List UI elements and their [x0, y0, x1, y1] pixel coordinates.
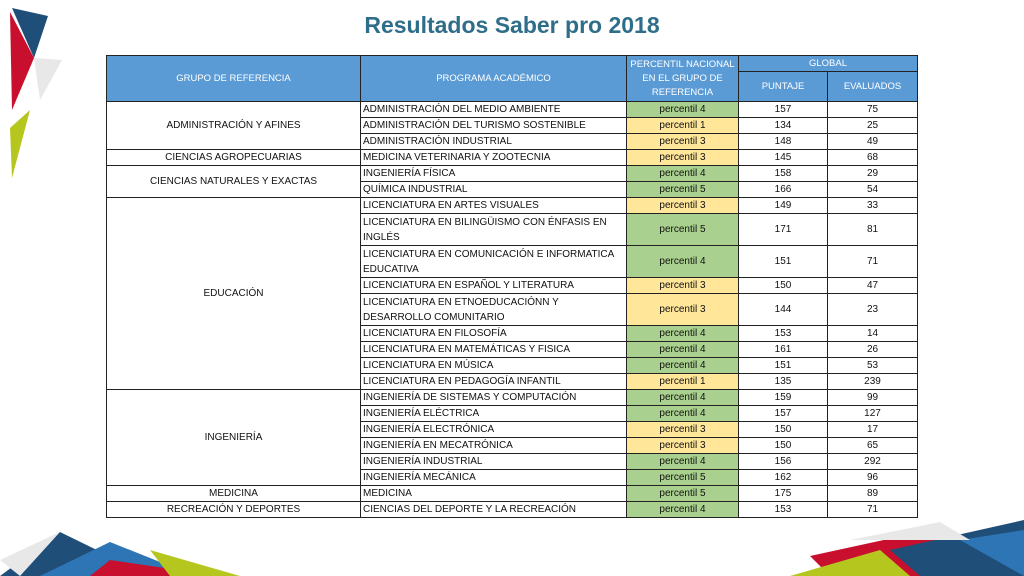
puntaje-cell: 151	[739, 246, 828, 278]
table-row	[107, 198, 918, 214]
evaluados-cell: 81	[828, 214, 918, 246]
header-programa: PROGRAMA ACADÉMICO	[361, 56, 627, 102]
percentil-cell: percentil 1	[627, 374, 739, 390]
percentil-cell: percentil 4	[627, 326, 739, 342]
evaluados-cell: 71	[828, 246, 918, 278]
corner-decoration-bottom-right	[790, 510, 1024, 576]
puntaje-cell: 150	[739, 278, 828, 294]
table-row	[107, 166, 918, 182]
header-puntaje: PUNTAJE	[739, 72, 828, 102]
percentil-cell: percentil 4	[627, 390, 739, 406]
percentil-cell: percentil 4	[627, 166, 739, 182]
group-cell: ADMINISTRACIÓN Y AFINES	[107, 102, 361, 150]
puntaje-cell: 151	[739, 358, 828, 374]
evaluados-cell: 99	[828, 390, 918, 406]
puntaje-cell: 150	[739, 438, 828, 454]
corner-decoration-bottom-left	[0, 520, 240, 576]
group-cell: EDUCACIÓN	[107, 198, 361, 390]
evaluados-cell: 47	[828, 278, 918, 294]
program-cell: ADMINISTRACIÓN DEL MEDIO AMBIENTE	[361, 102, 627, 118]
program-cell: LICENCIATURA EN ETNOEDUCACIÓNN Y DESARROLLO COMUNITARIO	[361, 294, 627, 326]
program-cell: ADMINISTRACIÓN DEL TURISMO SOSTENIBLE	[361, 118, 627, 134]
program-cell: LICENCIATURA EN ARTES VISUALES	[361, 198, 627, 214]
puntaje-cell: 166	[739, 182, 828, 198]
evaluados-cell: 292	[828, 454, 918, 470]
evaluados-cell: 65	[828, 438, 918, 454]
puntaje-cell: 150	[739, 422, 828, 438]
program-cell: LICENCIATURA EN MATEMÁTICAS Y FISICA	[361, 342, 627, 358]
puntaje-cell: 134	[739, 118, 828, 134]
evaluados-cell: 25	[828, 118, 918, 134]
puntaje-cell: 161	[739, 342, 828, 358]
evaluados-cell: 54	[828, 182, 918, 198]
group-cell: RECREACIÓN Y DEPORTES	[107, 502, 361, 518]
puntaje-cell: 135	[739, 374, 828, 390]
program-cell: INGENIERÍA DE SISTEMAS Y COMPUTACIÓN	[361, 390, 627, 406]
evaluados-cell: 127	[828, 406, 918, 422]
evaluados-cell: 26	[828, 342, 918, 358]
percentil-cell: percentil 4	[627, 502, 739, 518]
percentil-cell: percentil 3	[627, 294, 739, 326]
puntaje-cell: 144	[739, 294, 828, 326]
program-cell: LICENCIATURA EN ESPAÑOL Y LITERATURA	[361, 278, 627, 294]
puntaje-cell: 157	[739, 406, 828, 422]
program-cell: INGENIERÍA ELECTRÓNICA	[361, 422, 627, 438]
percentil-cell: percentil 3	[627, 150, 739, 166]
header-percentil: PERCENTIL NACIONAL EN EL GRUPO DE REFERENCIA	[627, 56, 739, 102]
percentil-cell: percentil 5	[627, 214, 739, 246]
results-table	[106, 55, 918, 518]
puntaje-cell: 153	[739, 326, 828, 342]
program-cell: MEDICINA VETERINARIA Y ZOOTECNIA	[361, 150, 627, 166]
evaluados-cell: 14	[828, 326, 918, 342]
percentil-cell: percentil 3	[627, 198, 739, 214]
table-row	[107, 390, 918, 406]
puntaje-cell: 153	[739, 502, 828, 518]
puntaje-cell: 162	[739, 470, 828, 486]
puntaje-cell: 157	[739, 102, 828, 118]
program-cell: INGENIERÍA FÍSICA	[361, 166, 627, 182]
percentil-cell: percentil 4	[627, 406, 739, 422]
evaluados-cell: 75	[828, 102, 918, 118]
program-cell: LICENCIATURA EN MÚSICA	[361, 358, 627, 374]
evaluados-cell: 68	[828, 150, 918, 166]
percentil-cell: percentil 5	[627, 486, 739, 502]
evaluados-cell: 29	[828, 166, 918, 182]
puntaje-cell: 149	[739, 198, 828, 214]
puntaje-cell: 158	[739, 166, 828, 182]
table-row	[107, 150, 918, 166]
evaluados-cell: 96	[828, 470, 918, 486]
percentil-cell: percentil 3	[627, 438, 739, 454]
header-grupo: GRUPO DE REFERENCIA	[107, 56, 361, 102]
percentil-cell: percentil 5	[627, 470, 739, 486]
group-cell: INGENIERÍA	[107, 390, 361, 486]
evaluados-cell: 53	[828, 358, 918, 374]
percentil-cell: percentil 4	[627, 454, 739, 470]
evaluados-cell: 49	[828, 134, 918, 150]
program-cell: INGENIERÍA INDUSTRIAL	[361, 454, 627, 470]
program-cell: QUÍMICA INDUSTRIAL	[361, 182, 627, 198]
puntaje-cell: 148	[739, 134, 828, 150]
percentil-cell: percentil 3	[627, 422, 739, 438]
evaluados-cell: 33	[828, 198, 918, 214]
percentil-cell: percentil 1	[627, 118, 739, 134]
table-row	[107, 102, 918, 118]
percentil-cell: percentil 4	[627, 246, 739, 278]
header-evaluados: EVALUADOS	[828, 72, 918, 102]
evaluados-cell: 239	[828, 374, 918, 390]
group-cell: CIENCIAS NATURALES Y EXACTAS	[107, 166, 361, 198]
program-cell: ADMINISTRACIÓN INDUSTRIAL	[361, 134, 627, 150]
table-row	[107, 486, 918, 502]
program-cell: LICENCIATURA EN FILOSOFÍA	[361, 326, 627, 342]
group-cell: CIENCIAS AGROPECUARIAS	[107, 150, 361, 166]
program-cell: LICENCIATURA EN BILINGÜISMO CON ÉNFASIS EN INGLÉS	[361, 214, 627, 246]
program-cell: LICENCIATURA EN PEDAGOGÍA INFANTIL	[361, 374, 627, 390]
evaluados-cell: 89	[828, 486, 918, 502]
program-cell: INGENIERÍA MECÁNICA	[361, 470, 627, 486]
puntaje-cell: 171	[739, 214, 828, 246]
evaluados-cell: 71	[828, 502, 918, 518]
percentil-cell: percentil 3	[627, 278, 739, 294]
percentil-cell: percentil 4	[627, 342, 739, 358]
group-cell: MEDICINA	[107, 486, 361, 502]
percentil-cell: percentil 3	[627, 134, 739, 150]
table-body	[107, 102, 918, 518]
percentil-cell: percentil 4	[627, 102, 739, 118]
evaluados-cell: 23	[828, 294, 918, 326]
puntaje-cell: 175	[739, 486, 828, 502]
puntaje-cell: 156	[739, 454, 828, 470]
header-global: GLOBAL	[739, 56, 918, 72]
program-cell: INGENIERÍA ELÉCTRICA	[361, 406, 627, 422]
puntaje-cell: 145	[739, 150, 828, 166]
percentil-cell: percentil 4	[627, 358, 739, 374]
page-title: Resultados Saber pro 2018	[364, 12, 660, 38]
program-cell: CIENCIAS DEL DEPORTE Y LA RECREACIÓN	[361, 502, 627, 518]
percentil-cell: percentil 5	[627, 182, 739, 198]
program-cell: INGENIERÍA EN MECATRÓNICA	[361, 438, 627, 454]
program-cell: MEDICINA	[361, 486, 627, 502]
table-row	[107, 502, 918, 518]
puntaje-cell: 159	[739, 390, 828, 406]
evaluados-cell: 17	[828, 422, 918, 438]
program-cell: LICENCIATURA EN COMUNICACIÓN E INFORMATICA EDUCATIVA	[361, 246, 627, 278]
